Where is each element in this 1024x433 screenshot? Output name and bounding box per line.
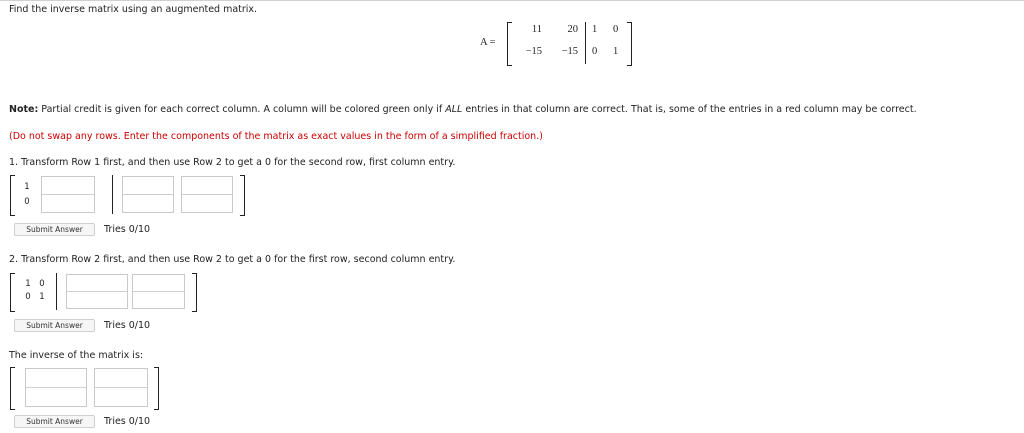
step1-right-bracket <box>240 175 245 216</box>
step2-cell-r2c2: 1 <box>39 292 45 302</box>
step2-input-col4-divider <box>133 291 184 292</box>
step3-input-col2-divider <box>95 387 147 388</box>
matrix-label: A = <box>480 37 496 48</box>
step1-tries: Tries 0/10 <box>104 224 151 235</box>
step2-cell-r1c1: 1 <box>25 279 31 289</box>
matrix-cell-r2c1: −15 <box>525 46 542 57</box>
step1-cell-r2c1: 0 <box>24 197 30 207</box>
step3-input-col1-divider <box>26 387 86 388</box>
step1-input-col4-divider <box>182 194 232 195</box>
step2-cell-r1c2: 0 <box>39 279 45 289</box>
note-body-post: entries in that column are correct. That is, some of the entries in a red column may be correct. <box>462 104 917 115</box>
step3-left-bracket <box>10 367 15 410</box>
step3-right-bracket <box>154 367 159 410</box>
matrix-cell-r2c3: 0 <box>592 46 598 57</box>
matrix-right-bracket <box>627 22 632 66</box>
step1-augment-divider <box>112 175 113 214</box>
step1-input-col2-divider <box>42 194 94 195</box>
step1-submit-button[interactable]: Submit Answer <box>14 223 95 236</box>
step3-tries: Tries 0/10 <box>104 416 151 427</box>
matrix-cell-r1c1: 11 <box>531 24 542 35</box>
question-prompt: Find the inverse matrix using an augmented matrix. <box>9 4 258 15</box>
top-divider <box>0 0 1024 1</box>
step1-label: 1. Transform Row 1 first, and then use Row 2 to get a 0 for the second row, first column entry. <box>9 157 456 168</box>
step1-cell-r1c1: 1 <box>24 182 30 192</box>
step2-right-bracket <box>192 273 197 312</box>
step2-augment-divider <box>56 273 57 310</box>
note-label: Note: <box>9 104 39 115</box>
matrix-cell-r1c3: 1 <box>592 24 598 35</box>
step2-input-col3-divider <box>67 291 127 292</box>
step2-tries: Tries 0/10 <box>104 320 151 331</box>
matrix-augment-divider <box>585 22 586 64</box>
step1-input-col3-divider <box>123 194 173 195</box>
step2-label: 2. Transform Row 2 first, and then use Row 2 to get a 0 for the first row, second column entry. <box>9 254 456 265</box>
matrix-cell-r1c4: 0 <box>613 24 619 35</box>
step1-left-bracket <box>10 175 15 216</box>
step2-submit-button[interactable]: Submit Answer <box>14 319 95 332</box>
note-text <box>9 104 917 115</box>
note-emphasis: ALL <box>445 104 463 115</box>
instruction-text: (Do not swap any rows. Enter the components of the matrix as exact values in the form of a simplified fraction.) <box>9 131 543 142</box>
matrix-cell-r1c2: 20 <box>567 24 578 35</box>
matrix-cell-r2c2: −15 <box>561 46 578 57</box>
step2-cell-r2c1: 0 <box>25 292 31 302</box>
note-body-pre: Partial credit is given for each correct column. A column will be colored green only if <box>41 104 446 115</box>
matrix-cell-r2c4: 1 <box>613 46 619 57</box>
step2-left-bracket <box>10 273 15 312</box>
step3-submit-button[interactable]: Submit Answer <box>14 415 95 428</box>
step3-label: The inverse of the matrix is: <box>9 350 144 361</box>
matrix-left-bracket <box>507 22 512 66</box>
